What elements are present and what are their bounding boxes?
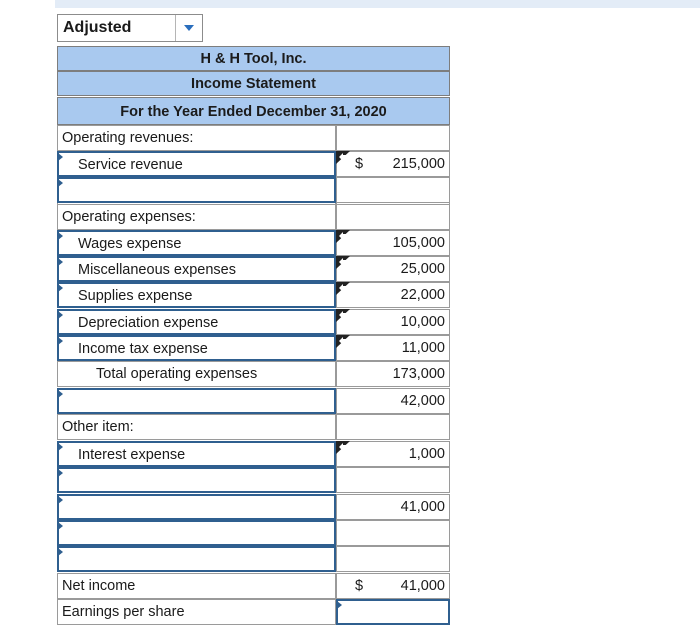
blank-label-input-4[interactable]: [57, 546, 336, 572]
operating-expenses-heading: Operating expenses:: [57, 204, 336, 230]
interest-expense-amount[interactable]: 1,000: [336, 441, 450, 467]
operating-expenses-value-cell: [336, 204, 450, 230]
total-operating-expenses-label: Total operating expenses: [57, 361, 336, 387]
interest-expense-label-input[interactable]: Interest expense: [57, 441, 336, 467]
blank-amount-cell-4: [336, 546, 450, 572]
depreciation-expense-label-input[interactable]: Depreciation expense: [57, 309, 336, 335]
supplies-expense-label-input[interactable]: Supplies expense: [57, 282, 336, 308]
misc-expense-amount[interactable]: 25,000: [336, 256, 450, 282]
blank-amount-cell-2: [336, 467, 450, 493]
total-operating-expenses-amount: 173,000: [336, 361, 450, 387]
feedback-flag-icon: [336, 151, 350, 164]
misc-expense-label-input[interactable]: Miscellaneous expenses: [57, 256, 336, 282]
statement-type-dropdown[interactable]: [57, 14, 203, 42]
after-other-amount: 41,000: [336, 494, 450, 520]
service-revenue-label-input[interactable]: Service revenue: [57, 151, 336, 177]
earnings-per-share-input[interactable]: [336, 599, 450, 625]
depreciation-expense-amount[interactable]: 10,000: [336, 309, 450, 335]
net-income-label: Net income: [57, 573, 336, 599]
operating-revenues-value-cell: [336, 125, 450, 151]
other-item-heading: Other item:: [57, 414, 336, 440]
blank-label-input-3[interactable]: [57, 520, 336, 546]
company-name: H & H Tool, Inc.: [57, 46, 450, 71]
blank-amount-cell-3: [336, 520, 450, 546]
after-other-label-input[interactable]: [57, 494, 336, 520]
subtotal-label-input[interactable]: [57, 388, 336, 414]
blank-label-input-2[interactable]: [57, 467, 336, 493]
subtotal-amount: 42,000: [336, 388, 450, 414]
feedback-flag-icon: [336, 441, 350, 454]
earnings-per-share-label: Earnings per share: [57, 599, 336, 625]
other-item-value-cell: [336, 414, 450, 440]
statement-title: Income Statement: [57, 71, 450, 96]
statement-period: For the Year Ended December 31, 2020: [57, 97, 450, 125]
operating-revenues-heading: Operating revenues:: [57, 125, 336, 151]
wages-expense-label-input[interactable]: Wages expense: [57, 230, 336, 256]
chevron-down-icon[interactable]: [176, 15, 202, 41]
dropdown-selected-value: Adjusted: [58, 15, 176, 41]
service-revenue-amount[interactable]: $ 215,000: [336, 151, 450, 177]
income-tax-expense-label-input[interactable]: Income tax expense: [57, 335, 336, 361]
feedback-flag-icon: [336, 309, 350, 322]
feedback-flag-icon: [336, 256, 350, 269]
feedback-flag-icon: [336, 335, 350, 348]
blank-label-input-1[interactable]: [57, 177, 336, 203]
blank-amount-cell-1: [336, 177, 450, 203]
top-band: [55, 0, 700, 8]
income-tax-expense-amount[interactable]: 11,000: [336, 335, 450, 361]
wages-expense-amount[interactable]: 105,000: [336, 230, 450, 256]
net-income-amount: $ 41,000: [336, 573, 450, 599]
supplies-expense-amount[interactable]: 22,000: [336, 282, 450, 308]
feedback-flag-icon: [336, 282, 350, 295]
feedback-flag-icon: [336, 230, 350, 243]
